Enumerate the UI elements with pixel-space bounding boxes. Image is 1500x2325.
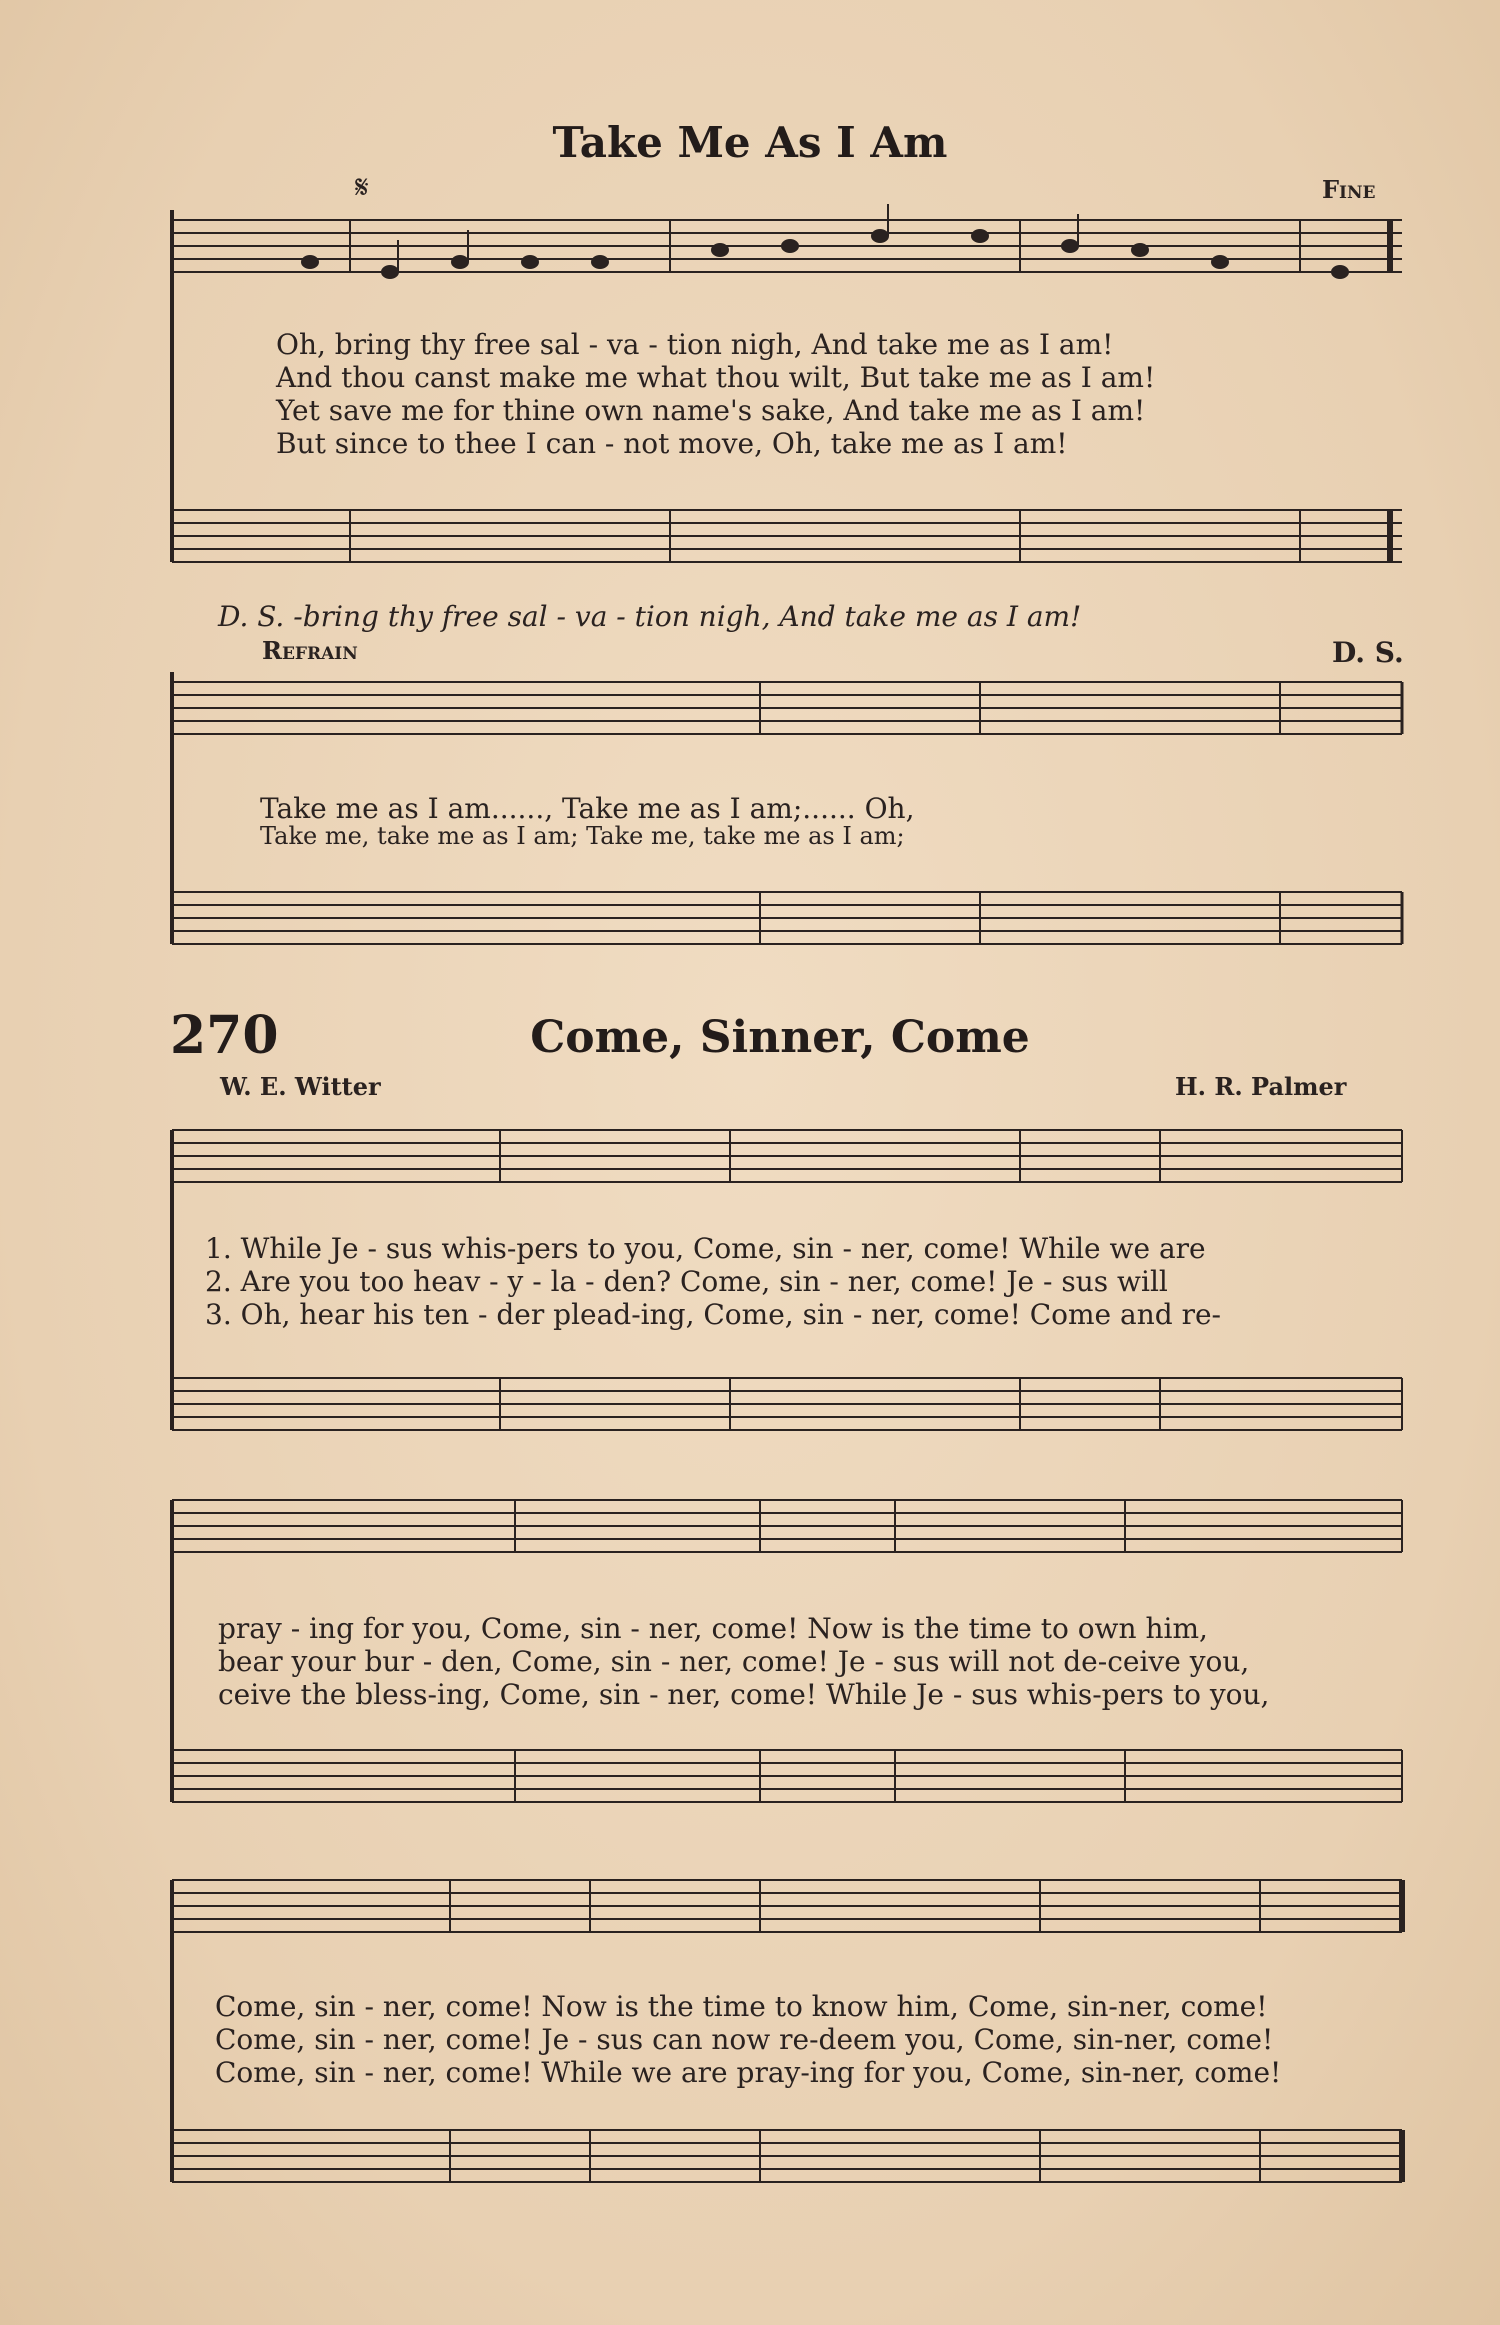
staff-bass — [160, 500, 1410, 580]
staff-bass — [160, 1740, 1410, 1820]
verse-line: Come, sin - ner, come! Now is the time to know him, Come, sin-ner, come! — [215, 1990, 1268, 2023]
hymn-title: Take Me As I Am — [552, 118, 948, 167]
verse-line: bear your bur - den, Come, sin - ner, come! Je - sus will not de-ceive you, — [218, 1645, 1250, 1678]
refrain-label: Refrain — [262, 636, 358, 665]
staff-treble — [160, 1120, 1410, 1200]
segno-symbol: 𝄋 — [355, 168, 369, 206]
verse-line: And thou canst make me what thou wilt, But take me as I am! — [276, 361, 1156, 394]
ds-label: D. S. — [1332, 636, 1404, 669]
staff-treble — [160, 672, 1410, 752]
verse-line: Oh, bring thy free sal - va - tion nigh, And take me as I am! — [276, 328, 1114, 361]
notes-system-1 — [160, 200, 1410, 310]
staff-bass — [160, 2120, 1410, 2200]
staff-treble — [160, 1870, 1410, 1950]
hymn-number: 270 — [170, 1005, 279, 1066]
verse-line: Yet save me for thine own name's sake, And take me as I am! — [276, 394, 1146, 427]
author: W. E. Witter — [220, 1072, 381, 1101]
staff-treble — [160, 1490, 1410, 1570]
fine-label: Fine — [1322, 175, 1376, 204]
verse-line: But since to thee I can - not move, Oh, take me as I am! — [276, 427, 1068, 460]
verse-line: Come, sin - ner, come! While we are pray-ing for you, Come, sin-ner, come! — [215, 2056, 1282, 2089]
verse-line: 3. Oh, hear his ten - der plead-ing, Come, sin - ner, come! Come and re- — [205, 1298, 1221, 1331]
verse-line: 1. While Je - sus whis-pers to you, Come, sin - ner, come! While we are — [205, 1232, 1206, 1265]
composer: H. R. Palmer — [1175, 1072, 1347, 1101]
verse-line: pray - ing for you, Come, sin - ner, come! Now is the time to own him, — [218, 1612, 1208, 1645]
hymn-title: Come, Sinner, Come — [530, 1012, 1030, 1063]
staff-bass — [160, 882, 1410, 962]
refrain-line: Take me as I am......, Take me as I am;...... Oh, — [260, 792, 915, 825]
verse-line: 2. Are you too heav - y - la - den? Come, sin - ner, come! Je - sus will — [205, 1265, 1168, 1298]
verse-line: Come, sin - ner, come! Je - sus can now re-deem you, Come, sin-ner, come! — [215, 2023, 1274, 2056]
ds-line: D. S. -bring thy free sal - va - tion nigh, And take me as I am! — [218, 600, 1082, 633]
verse-line: ceive the bless-ing, Come, sin - ner, come! While Je - sus whis-pers to you, — [218, 1678, 1270, 1711]
staff-bass — [160, 1368, 1410, 1448]
refrain-line: Take me, take me as I am; Take me, take me as I am; — [260, 822, 905, 850]
